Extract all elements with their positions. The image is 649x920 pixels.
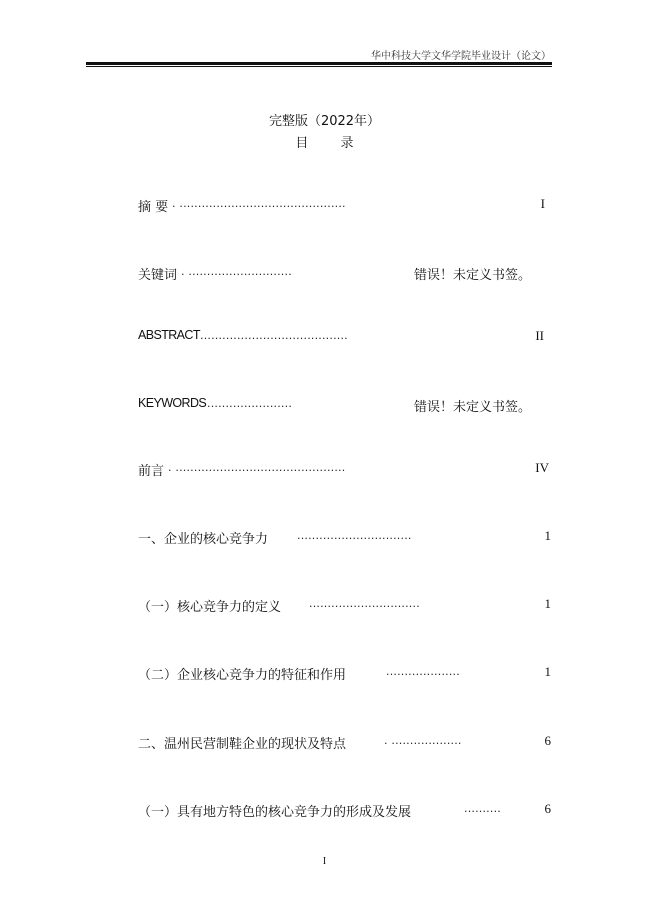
- toc-entry-label: ABSTRACT: [138, 328, 200, 342]
- toc-entry-label: （一）核心竞争力的定义: [138, 600, 282, 615]
- toc-leader-dots: . ...................: [384, 734, 462, 747]
- toc-entry-page: I: [540, 196, 545, 211]
- toc-leader-dots: ........................................: [200, 329, 348, 342]
- toc-entry-label: （二）企业核心竞争力的特征和作用: [138, 668, 347, 683]
- toc-entry-section-1-1[interactable]: [138, 596, 553, 616]
- document-title: 完整版（2022年）: [268, 114, 381, 129]
- toc-leader-dots: .......................: [207, 397, 293, 410]
- toc-entry-page: 6: [544, 801, 551, 816]
- toc-entry-label: 二、温州民营制鞋企业的现状及特点: [138, 737, 347, 752]
- toc-entry-abstract-cn[interactable]: [138, 196, 553, 216]
- toc-leader-dots: . .............................................: [172, 197, 346, 210]
- running-header: 华中科技大学文华学院毕业设计（论文）: [371, 51, 551, 62]
- toc-leader-dots: ..........: [464, 802, 501, 815]
- header-rule-thick: [86, 62, 552, 65]
- toc-entry-page: 1: [544, 528, 551, 543]
- toc-entry-label: （一）具有地方特色的核心竞争力的形成及发展: [138, 805, 412, 820]
- toc-entry-page: IV: [535, 460, 549, 475]
- toc-entry-page: 6: [544, 733, 551, 748]
- toc-entry-label: 前言: [138, 464, 165, 479]
- toc-entry-chapter-2[interactable]: [138, 733, 553, 753]
- toc-entry-page: II: [535, 328, 544, 343]
- toc-leader-dots: . ............................: [181, 265, 292, 278]
- toc-entry-chapter-1[interactable]: [138, 528, 553, 548]
- toc-entry-preface[interactable]: [138, 460, 553, 480]
- toc-heading: 目 录: [295, 136, 368, 151]
- toc-entry-page: 错误！未定义书签。: [414, 268, 532, 283]
- toc-entry-page: 1: [544, 596, 551, 611]
- header-rule-thin: [86, 66, 552, 67]
- toc-entry-label: 关键词: [138, 268, 178, 283]
- page-number: I: [322, 856, 327, 867]
- toc-entry-keywords-en[interactable]: [138, 396, 553, 416]
- toc-entry-page: 1: [544, 664, 551, 679]
- toc-entry-keywords-cn[interactable]: [138, 264, 553, 284]
- toc-entry-label: KEYWORDS: [138, 396, 207, 410]
- toc-leader-dots: ..............................: [309, 597, 420, 610]
- toc-entry-label: 一、企业的核心竞争力: [138, 532, 269, 547]
- toc-entry-section-1-2[interactable]: [138, 664, 553, 684]
- toc-leader-dots: ....................: [386, 665, 460, 678]
- toc-leader-dots: ...............................: [297, 529, 412, 542]
- toc-leader-dots: . ..............................................: [168, 461, 346, 474]
- toc-entry-section-2-1[interactable]: [138, 801, 553, 821]
- toc-entry-label: 摘 要: [138, 200, 169, 215]
- toc-entry-page: 错误！未定义书签。: [414, 400, 532, 415]
- toc-entry-abstract-en[interactable]: [138, 328, 553, 348]
